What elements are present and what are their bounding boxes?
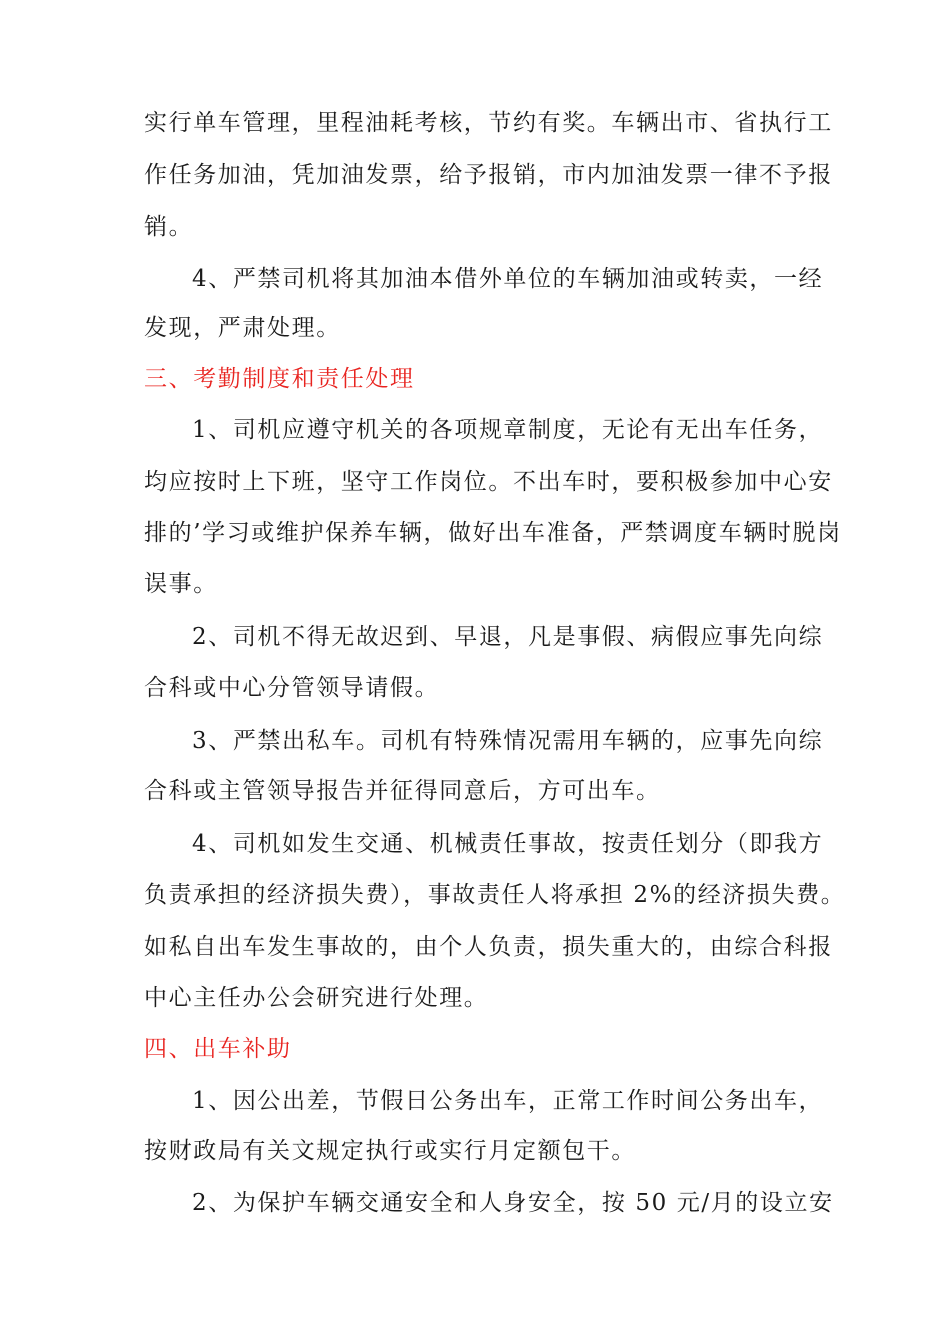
text-line: 中心主任办公会研究进行处理。	[144, 985, 489, 1011]
text-line: 2、司机不得无故迟到、早退，凡是事假、病假应事先向综	[192, 624, 824, 650]
text-line: 负责承担的经济损失费），事故责任人将承担 2%的经济损失费。	[144, 882, 846, 908]
text-line: 4、司机如发生交通、机械责任事故，按责任划分（即我方	[192, 831, 824, 857]
text-line: 1、因公出差，节假日公务出车，正常工作时间公务出车，	[192, 1088, 824, 1114]
text-line: 合科或中心分管领导请假。	[144, 675, 440, 701]
text-line: 合科或主管领导报告并征得同意后，方可出车。	[144, 778, 661, 804]
text-line: 实行单车管理，里程油耗考核，节约有奖。车辆出市、省执行工	[144, 110, 833, 136]
text-line: 销。	[144, 214, 194, 240]
text-line: 4、严禁司机将其加油本借外单位的车辆加油或转卖，一经	[192, 266, 824, 292]
text-line: 作任务加油，凭加油发票，给予报销，市内加油发票一律不予报	[144, 162, 833, 188]
text-line: 如私自出车发生事故的，由个人负责，损失重大的，由综合科报	[144, 934, 833, 960]
text-line: 按财政局有关文规定执行或实行月定额包干。	[144, 1138, 636, 1164]
section-heading: 四、出车补助	[144, 1036, 292, 1062]
text-line: 排的’学习或维护保养车辆，做好出车准备，严禁调度车辆时脱岗	[144, 520, 842, 546]
text-line: 3、严禁出私车。司机有特殊情况需用车辆的，应事先向综	[192, 728, 824, 754]
section-heading: 三、考勤制度和责任处理	[144, 366, 415, 392]
text-line: 2、为保护车辆交通安全和人身安全，按 50 元/月的设立安	[192, 1190, 834, 1216]
text-line: 1、司机应遵守机关的各项规章制度，无论有无出车任务，	[192, 417, 824, 443]
text-line: 发现，严肃处理。	[144, 315, 341, 341]
text-line: 误事。	[144, 571, 218, 597]
text-line: 均应按时上下班，坚守工作岗位。不出车时，要积极参加中心安	[144, 469, 833, 495]
